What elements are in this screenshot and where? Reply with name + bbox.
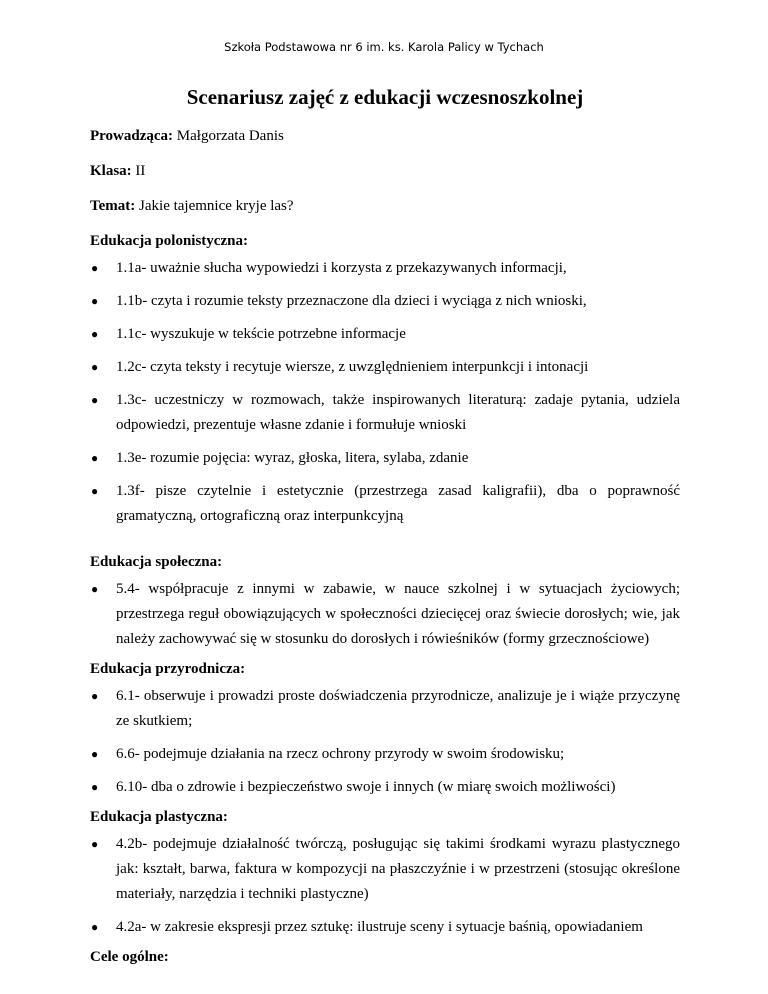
section-title-plastyczna: Edukacja plastyczna:	[90, 809, 228, 825]
bullet-dot-icon: ●	[91, 689, 99, 703]
teacher-label: Prowadząca:	[90, 128, 174, 144]
bullet-dot-icon: ●	[91, 920, 99, 934]
section-title-spoleczna: Edukacja społeczna:	[90, 554, 223, 570]
list-item: ● 4.2a- w zakresie ekspresji przez sztukę: ilustruje sceny i sytuacje baśnią, opowiadaniem	[90, 915, 680, 940]
list-item: ● 1.3e- rozumie pojęcia: wyraz, głoska, litera, sylaba, zdanie	[90, 446, 680, 471]
section-title-cele-ogolne: Cele ogólne:	[90, 949, 169, 965]
section-title-przyrodnicza: Edukacja przyrodnicza:	[90, 661, 246, 677]
list-item: ● 4.2b- podejmuje działalność twórczą, posługując się takimi środkami wyrazu plastycznego jak: kształt, barwa, faktura w kompozycji na płaszczyźnie i w przestrzeni (stosując określone materiały, narzędzia i techniki plastyczne)	[90, 832, 680, 907]
section-title-polonistyczna: Edukacja polonistyczna:	[90, 233, 248, 249]
bullet-dot-icon: ●	[91, 393, 99, 407]
teacher-value: Małgorzata Danis	[176, 128, 284, 144]
list-item: ● 5.4- współpracuje z innymi w zabawie, w nauce szkolnej i w sytuacjach życiowych; przestrzega reguł obowiązujących w społeczności dziecięcej oraz świecie dorosłych; wie, jak należy zachowywać się w stosunku do dorosłych i rówieśników (formy grzecznościowe)	[90, 577, 680, 652]
bullet-dot-icon: ●	[91, 780, 99, 794]
list-item: ● 1.2c- czyta teksty i recytuje wiersze, z uwzględnieniem interpunkcji i intonacji	[90, 355, 680, 380]
plastyczna-list	[90, 832, 680, 940]
school-name: Szkoła Podstawowa nr 6 im. ks. Karola Palicy w Tychach	[224, 40, 544, 54]
przyrodnicza-list	[90, 684, 680, 800]
bullet-dot-icon: ●	[91, 484, 99, 498]
bullet-dot-icon: ●	[91, 451, 99, 465]
bullet-dot-icon: ●	[91, 360, 99, 374]
polonistyczna-list	[90, 256, 680, 529]
bullet-dot-icon: ●	[91, 327, 99, 341]
bullet-dot-icon: ●	[91, 747, 99, 761]
document-title: Scenariusz zajęć z edukacji wczesnoszkolnej	[186, 85, 584, 109]
document-body	[90, 84, 680, 972]
list-item: ● 1.3f- pisze czytelnie i estetycznie (przestrzega zasad kaligrafii), dba o poprawność gramatyczną, ortograficzną oraz interpunkcyjną	[90, 479, 680, 529]
bullet-dot-icon: ●	[91, 261, 99, 275]
list-item: ● 1.1a- uważnie słucha wypowiedzi i korzysta z przekazywanych informacji,	[90, 256, 680, 281]
list-item: ● 1.1c- wyszukuje w tekście potrzebne informacje	[90, 322, 680, 347]
topic-label: Temat:	[90, 198, 136, 214]
bullet-dot-icon: ●	[91, 294, 99, 308]
class-field	[90, 162, 680, 180]
list-item: ● 6.10- dba o zdrowie i bezpieczeństwo swoje i innych (w miarę swoich możliwości)	[90, 775, 680, 800]
list-item: ● 6.6- podejmuje działania na rzecz ochrony przyrody w swoim środowisku;	[90, 742, 680, 767]
page-header	[0, 40, 768, 54]
topic-value: Jakie tajemnice kryje las?	[139, 198, 294, 214]
class-label: Klasa:	[90, 163, 132, 179]
spoleczna-list	[90, 577, 680, 652]
bullet-dot-icon: ●	[91, 837, 99, 851]
list-item: ● 1.1b- czyta i rozumie teksty przeznaczone dla dzieci i wyciąga z nich wnioski,	[90, 289, 680, 314]
bullet-dot-icon: ●	[91, 582, 99, 596]
topic-field	[90, 197, 680, 215]
teacher-field	[90, 127, 680, 145]
list-item: ● 1.3c- uczestniczy w rozmowach, także inspirowanych literaturą: zadaje pytania, udziela odpowiedzi, prezentuje własne zdanie i formułuje wnioski	[90, 388, 680, 438]
list-item: ● 6.1- obserwuje i prowadzi proste doświadczenia przyrodnicze, analizuje je i wiąże przyczynę ze skutkiem;	[90, 684, 680, 734]
class-value: II	[135, 163, 146, 179]
